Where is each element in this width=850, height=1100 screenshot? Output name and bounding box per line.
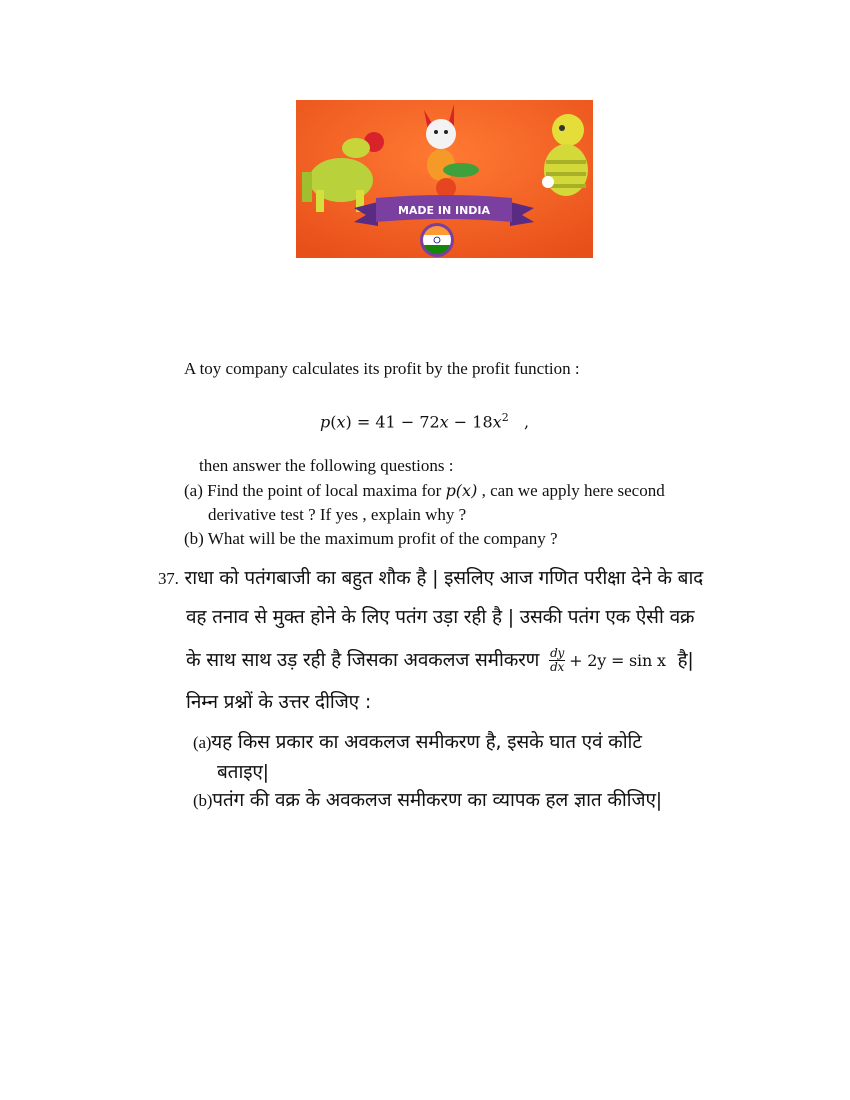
q37-a-line2: बताइए| [217, 761, 269, 783]
q37-b: (b)पतंग की वक्र के अवकलज समीकरण का व्यापक हल ज्ञात कीजिए| [193, 789, 662, 811]
dy-dx-fraction: $\frac{dy}{dx}$ [550, 646, 565, 674]
q37-line2: वह तनाव से मुक्त होने के लिए पतंग उड़ा रही है | उसकी पतंग एक ऐसी वक्र [186, 606, 695, 628]
made-in-india-banner-image [296, 100, 593, 258]
then-text: then answer the following questions : [199, 456, 454, 475]
india-flag-icon [420, 223, 454, 257]
badge-text: MADE IN INDIA [397, 204, 491, 217]
question-a-line2: derivative test ? If yes , explain why ? [208, 505, 467, 524]
profit-equation: $p(x) = 41 - 72x - 18x^2$ , [320, 411, 530, 432]
q37-line1: 37. राधा को पतंगबाजी का बहुत शौक है | इसलिए आज गणित परीक्षा देने के बाद [158, 567, 704, 589]
question-b: (b) What will be the maximum profit of the company ? [184, 529, 558, 548]
q37-line4: निम्न प्रश्नों के उत्तर दीजिए : [186, 691, 372, 713]
q37-a: (a)यह किस प्रकार का अवकलज समीकरण है, इसके घात एवं कोटि [193, 731, 642, 753]
question-a: (a) Find the point of local maxima for p(x) , can we apply here second [184, 481, 665, 500]
intro-text: A toy company calculates its profit by the profit function : [184, 359, 580, 378]
q37-line3: के साथ साथ उड़ रही है जिसका अवकलज समीकरण $\frac{dy}{dx}$ + 2y = sin x है| [186, 646, 694, 674]
